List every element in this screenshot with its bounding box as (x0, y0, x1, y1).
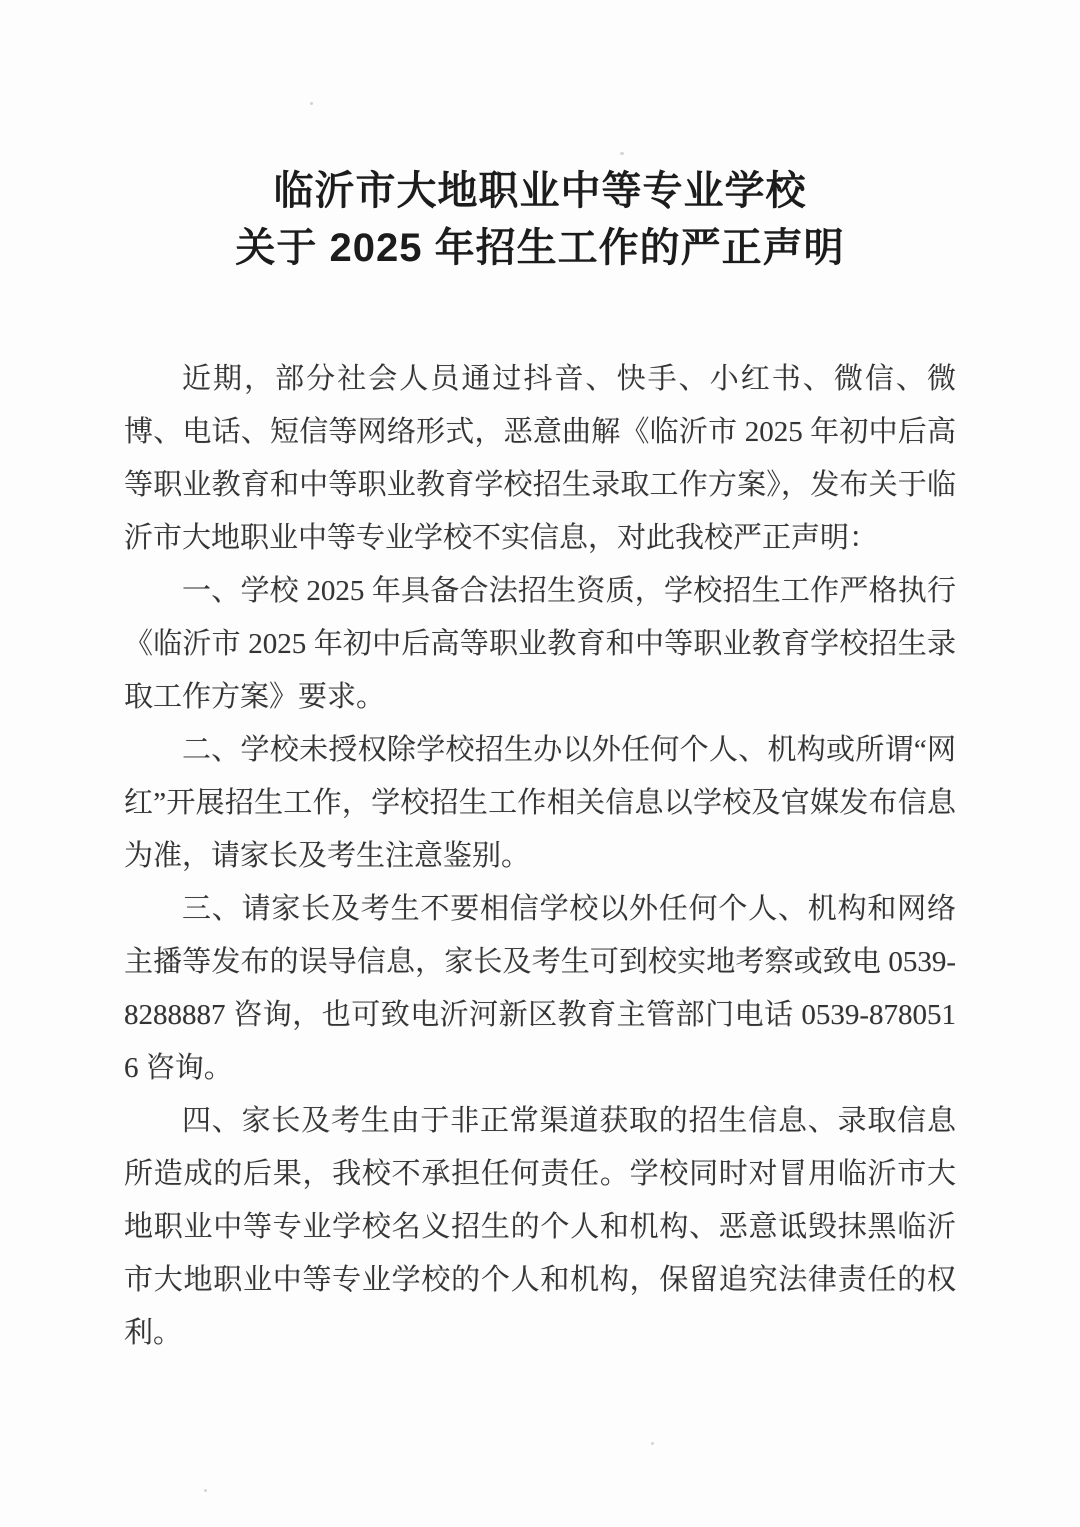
paragraph-item-1: 一、学校 2025 年具备合法招生资质，学校招生工作严格执行《临沂市 2025 年初中后高等职业教育和中等职业教育学校招生录取工作方案》要求。 (124, 575, 956, 713)
scan-speck (651, 1442, 654, 1445)
document-title (0, 0, 1080, 277)
scan-speck (620, 152, 624, 155)
scan-speck (204, 1489, 207, 1492)
paragraph-intro: 近期，部分社会人员通过抖音、快手、小红书、微信、微博、电话、短信等网络形式，恶意曲解《临沂市 2025 年初中后高等职业教育和中等职业教育学校招生录取工作方案》，发布关于临沂市大地职业中等专业学校不实信息，对此我校严正声明： (124, 363, 956, 554)
paragraph-item-3: 三、请家长及考生不要相信学校以外任何个人、机构和网络主播等发布的误导信息，家长及考生可到校实地考察或致电 0539-8288887 咨询，也可致电沂河新区教育主管部门电话 0539-8780516 咨询。 (124, 893, 956, 1084)
document-title-line2: 关于 2025 年招生工作的严正声明 (235, 226, 845, 270)
scan-speck (310, 102, 313, 105)
paragraph-item-4: 四、家长及考生由于非正常渠道获取的招生信息、录取信息所造成的后果，我校不承担任何责任。学校同时对冒用临沂市大地职业中等专业学校名义招生的个人和机构、恶意诋毁抹黑临沂市大地职业中等专业学校的个人和机构，保留追究法律责任的权利。 (124, 1105, 956, 1349)
paragraph-item-2: 二、学校未授权除学校招生办以外任何个人、机构或所谓“网红”开展招生工作，学校招生工作相关信息以学校及官媒发布信息为准，请家长及考生注意鉴别。 (124, 734, 956, 872)
document-body (124, 353, 956, 1360)
document-title-line1: 临沂市大地职业中等专业学校 (273, 169, 807, 213)
